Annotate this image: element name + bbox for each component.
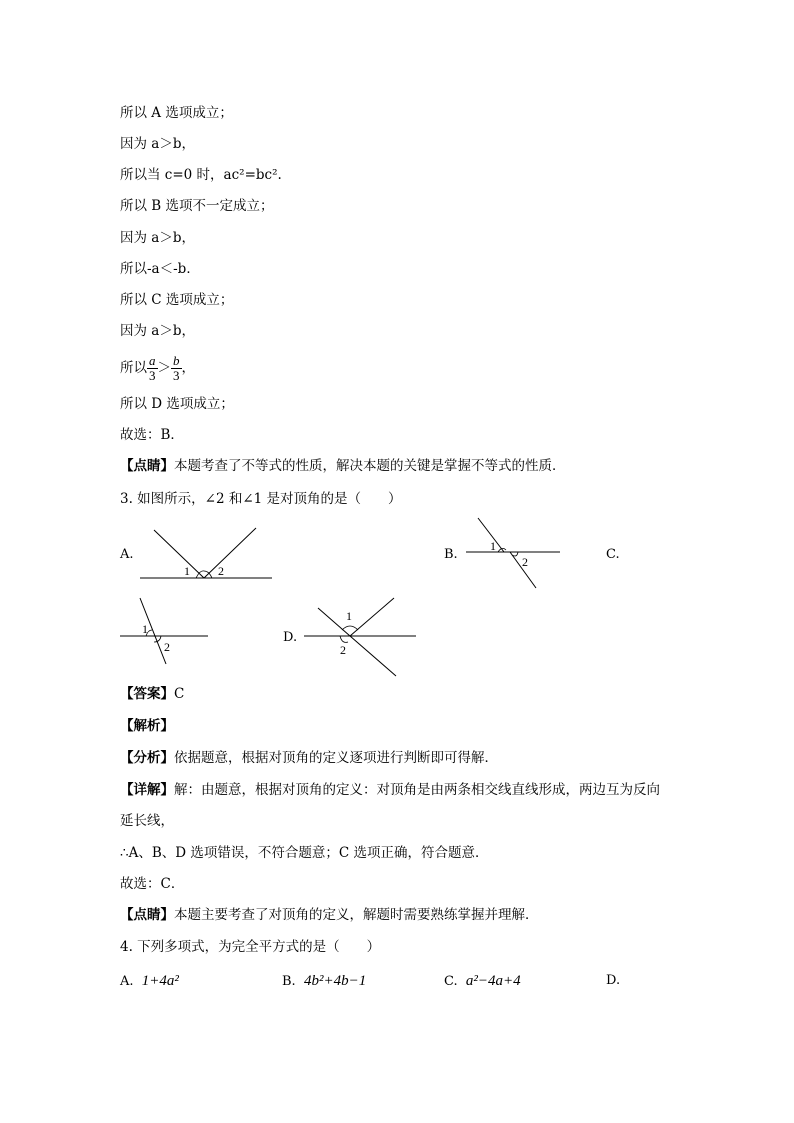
text-line: 因为 a＞b， — [120, 230, 195, 246]
text-line: 所以 B 选项不一定成立； — [120, 198, 274, 214]
angle-label-1: 1 — [184, 564, 190, 578]
section-tag: 【点睛】 — [120, 458, 174, 474]
text-line: 因为 a＞b， — [120, 323, 195, 339]
angle-label-2: 2 — [164, 640, 170, 654]
angle-label-1: 1 — [346, 609, 352, 623]
section-tag: 【分析】 — [120, 750, 174, 766]
text-prefix: 所以 — [120, 360, 147, 376]
option-a — [120, 972, 179, 991]
option-label: A. — [120, 974, 134, 989]
text-line: ∴A、B、D 选项错误，不符合题意；C 选项正确，符合题意． — [120, 845, 489, 861]
fenxi-line: 【分析】依据题意，根据对顶角的定义逐项进行判断即可得解． — [120, 750, 498, 766]
option-label: B. — [282, 974, 296, 989]
text-line: 所以 D 选项成立； — [120, 396, 234, 412]
option-label: C. — [606, 547, 620, 562]
section-tag: 【点睛】 — [120, 907, 174, 923]
option-expression: 4b²+4b−1 — [303, 973, 367, 989]
option-label: A. — [120, 547, 134, 562]
figure-option-c — [118, 594, 212, 666]
text-line: 故选：B． — [120, 427, 184, 443]
angle-label-2: 2 — [522, 555, 528, 569]
option-expression: a²−4a+4 — [465, 973, 521, 989]
option-label: D. — [283, 630, 298, 645]
figure-option-b — [462, 514, 564, 592]
angle-label-2: 2 — [340, 643, 346, 657]
dianjing-line: 【点睛】本题考查了不等式的性质，解决本题的关键是掌握不等式的性质． — [120, 458, 566, 474]
answer-line — [120, 684, 184, 704]
text-line: 所以-a＜-b． — [120, 261, 200, 277]
angle-label-1: 1 — [142, 622, 148, 636]
section-tag: 【详解】 — [120, 782, 174, 798]
option-b — [282, 972, 366, 991]
text-line: 因为 a＞b， — [120, 136, 195, 152]
option-label: D. — [606, 973, 621, 988]
text-line: 故选：C． — [120, 876, 185, 892]
text-line: 所以 C 选项成立； — [120, 292, 234, 308]
option-label: C. — [444, 974, 458, 989]
option-d — [606, 972, 620, 990]
option-label: B. — [444, 547, 458, 562]
text-line: 所以当 c=0 时，ac²=bc². — [120, 167, 282, 183]
dianjing-line: 【点睛】本题主要考查了对顶角的定义，解题时需要熟练掌握并理解． — [120, 907, 539, 923]
section-tag: 【解析】 — [120, 718, 174, 734]
text-line: 延长线， — [120, 813, 174, 829]
greater-than-sign: ＞ — [157, 360, 171, 376]
question-title: 3. 如图所示，∠2 和∠1 是对顶角的是（ ） — [120, 491, 402, 507]
question-title: 4. 下列多项式，为完全平方式的是（ ） — [120, 939, 381, 955]
option-c — [444, 972, 521, 991]
angle-label-1: 1 — [490, 539, 496, 553]
section-tag: 【答案】 — [120, 686, 174, 702]
option-expression: 1+4a² — [141, 973, 179, 989]
fraction-line: 所以 $\frac{a}{3}$ ＞ $\frac{b}{3}$ ， — [120, 353, 195, 383]
figure-option-d — [300, 594, 420, 680]
figure-option-a — [138, 524, 278, 584]
answer-value: C — [174, 686, 185, 702]
text-line: 所以 A 选项成立； — [120, 105, 233, 121]
fraction-a-over-3: $\frac{a}{3}$ — [149, 353, 156, 383]
fraction-b-over-3: $\frac{b}{3}$ — [173, 353, 180, 383]
xiangjie-line: 【详解】解：由题意，根据对顶角的定义：对顶角是由两条相交线直线形成，两边互为反向 — [120, 782, 660, 798]
angle-label-2: 2 — [218, 564, 224, 578]
